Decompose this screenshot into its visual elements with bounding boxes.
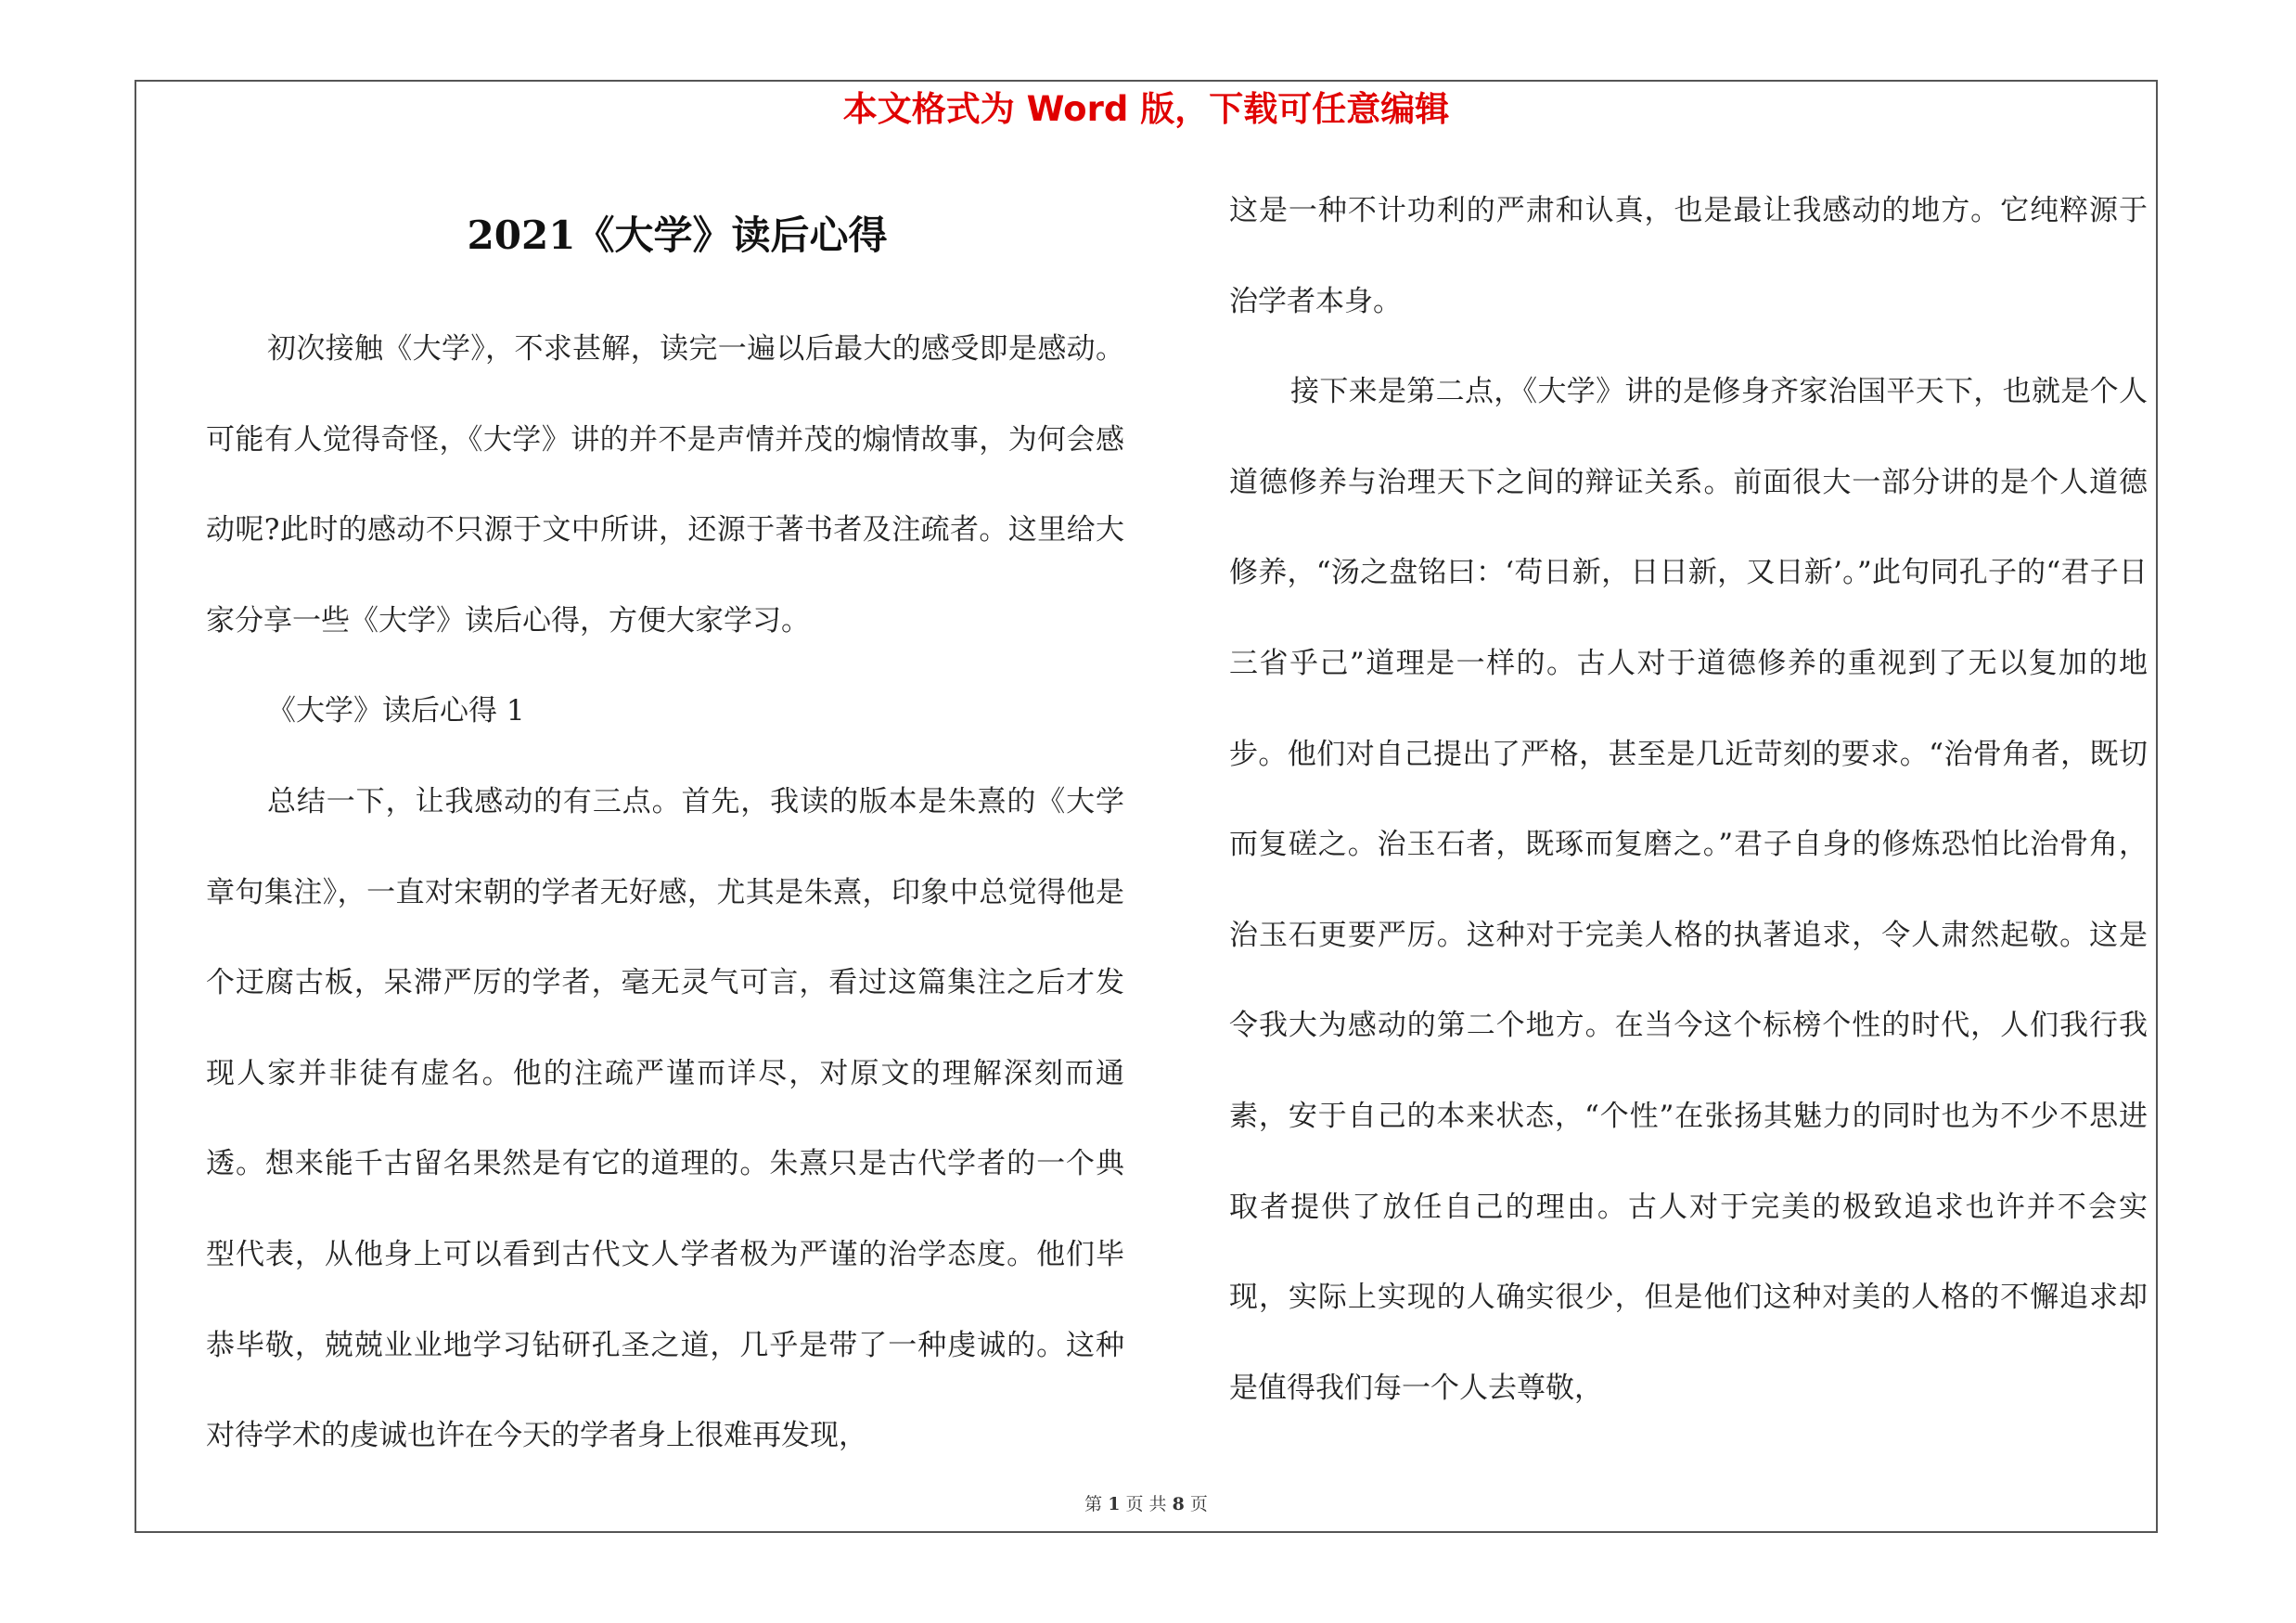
document-title: 2021《大学》读后心得 bbox=[467, 213, 888, 258]
body-paragraph-continued: 这是一种不计功利的严肃和认真，也是最让我感动的地方。它纯粹源于治学者本身。 bbox=[1229, 194, 2148, 318]
section-heading: 《大学》读后心得 1 bbox=[267, 694, 525, 728]
page-number: 1 bbox=[1108, 1494, 1121, 1514]
footer-suffix: 页 bbox=[1189, 1494, 1208, 1514]
body-paragraph-2: 接下来是第二点，《大学》讲的是修身齐家治国平天下，也就是个人道德修养与治理天下之间的辩证关系。前面很大一部分讲的是个人道德修养，“汤之盘铭曰：‘苟日新，日日新，又日新’。”此句同孔子的“君子日三省乎己”道理是一样的。古人对于道德修养的重视到了无以复加的地步。他们对自己提出了严格，甚至是几近苛刻的要求。“治骨角者，既切而复磋之。治玉石者，既琢而复磨之。”君子自身的修炼恐怕比治骨角，治玉石更要严厉。这种对于完美人格的执著追求，令人肃然起敬。这是令我大为感动的第二个地方。在当今这个标榜个性的时代，人们我行我素，安于自己的本来状态，“个性”在张扬其魅力的同时也为不少不思进取者提供了放任自己的理由。古人对于完美的极致追求也许并不会实现，实际上实现的人确实很少，但是他们这种对美的人格的不懈追求却是值得我们每一个人去尊敬， bbox=[1229, 375, 2148, 1405]
page-footer bbox=[135, 1490, 2158, 1518]
right-column bbox=[1229, 166, 2148, 1434]
footer-prefix: 第 bbox=[1084, 1494, 1103, 1514]
page-total: 8 bbox=[1172, 1494, 1185, 1514]
left-column bbox=[206, 304, 1124, 1482]
footer-middle: 页 共 bbox=[1125, 1494, 1167, 1514]
body-paragraph-1: 总结一下，让我感动的有三点。首先，我读的版本是朱熹的《大学章句集注》，一直对宋朝的学者无好感，尤其是朱熹，印象中总觉得他是个迂腐古板，呆滞严厉的学者，毫无灵气可言，看过这篇集注之后才发现人家并非徒有虚名。他的注疏严谨而详尽，对原文的理解深刻而通透。想来能千古留名果然是有它的道理的。朱熹只是古代学者的一个典型代表，从他身上可以看到古代文人学者极为严谨的治学态度。他们毕恭毕敬，兢兢业业地学习钻研孔圣之道，几乎是带了一种虔诚的。这种对待学术的虔诚也许在今天的学者身上很难再发现， bbox=[206, 784, 1124, 1453]
format-banner: 本文格式为 Word 版，下载可任意编辑 bbox=[842, 89, 1450, 129]
intro-paragraph: 初次接触《大学》，不求甚解，读完一遍以后最大的感受即是感动。可能有人觉得奇怪，《大学》讲的并不是声情并茂的煽情故事，为何会感动呢?此时的感动不只源于文中所讲，还源于著书者及注疏者。这里给大家分享一些《大学》读后心得，方便大家学习。 bbox=[206, 332, 1124, 638]
